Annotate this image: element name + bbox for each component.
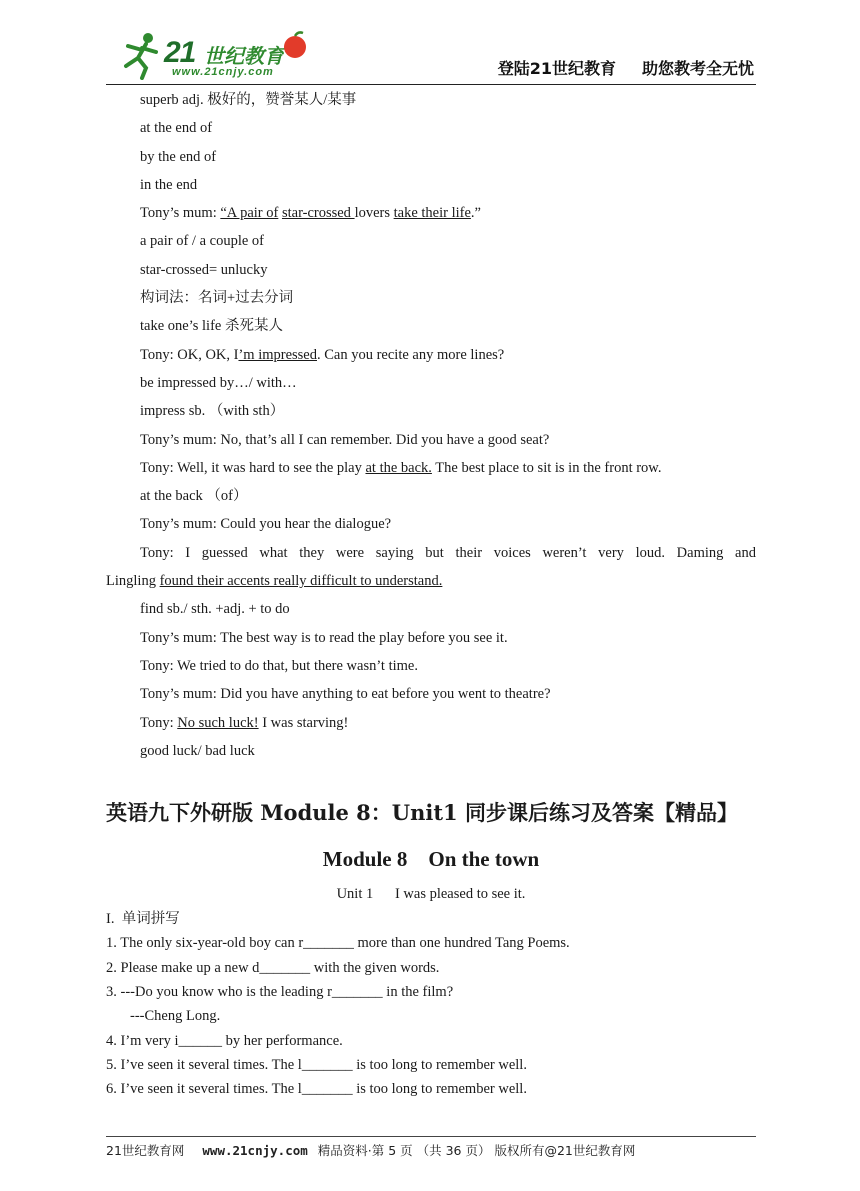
- logo-url: www.21cnjy.com: [172, 66, 274, 78]
- footer-url[interactable]: www.21cnjy.com: [202, 1143, 308, 1158]
- module-title: Module 8 On the town: [322, 847, 540, 872]
- dialogue-line: Tony’s mum: The best way is to read the play before you see it.: [140, 629, 508, 646]
- footer-info: 精品资料·第 5 页 （共 36 页） 版权所有@21世纪教育网: [317, 1143, 636, 1158]
- text-line: impress sb. （with sth）: [140, 403, 285, 420]
- exercise-question: 5. I’ve seen it several times. The l_______ is too long to remember well.: [106, 1056, 527, 1073]
- text-line: star-crossed= unlucky: [140, 261, 268, 278]
- underlined-phrase: star-crossed: [281, 205, 355, 222]
- text-line: find sb./ sth. +adj. + to do: [140, 601, 290, 618]
- text-span: Tony:: [140, 714, 178, 731]
- exercise-answer-line: ---Cheng Long.: [130, 1008, 221, 1025]
- runner-logo-icon: [112, 28, 172, 80]
- dialogue-line: [106, 341, 756, 369]
- document-body: [106, 86, 756, 1102]
- text-line: at the back （of）: [140, 488, 248, 505]
- text-span: .”: [470, 205, 481, 222]
- text-line: take one’s life 杀死某人: [140, 318, 283, 335]
- site-logo[interactable]: [112, 28, 312, 80]
- exercise-question: 6. I’ve seen it several times. The l_______ is too long to remember well.: [106, 1081, 527, 1098]
- text-span: . Can you recite any more lines?: [317, 346, 505, 363]
- text-span: Tony: OK, OK, I: [140, 346, 239, 363]
- exercise-question: 4. I’m very i______ by her performance.: [106, 1032, 343, 1049]
- section-title: 英语九下外研版 Module 8：Unit1 同步课后练习及答案【精品】: [106, 800, 738, 826]
- text-line: at the end of: [140, 120, 213, 137]
- footer-site: 21世纪教育网: [106, 1143, 185, 1158]
- text-span: The best place to sit is in the front row.: [431, 459, 662, 476]
- dialogue-line-continued: [106, 567, 756, 595]
- text-line: be impressed by…/ with…: [140, 374, 297, 391]
- exercise-heading: I. 单词拼写: [106, 911, 180, 928]
- text-span: Tony’s mum:: [140, 205, 221, 222]
- text-span: Lingling: [106, 573, 160, 590]
- slogan-right: 助您教考全无忧: [641, 59, 754, 78]
- underlined-phrase: No such luck!: [177, 714, 259, 731]
- logo-number: 21: [164, 36, 196, 69]
- exercise-question: 2. Please make up a new d_______ with the given words.: [106, 959, 440, 976]
- underlined-phrase: “A pair of: [220, 205, 279, 222]
- text-line: in the end: [140, 176, 198, 193]
- apple-icon: [280, 30, 310, 60]
- text-span: lovers: [354, 205, 394, 222]
- dialogue-line: Tony’s mum: Could you hear the dialogue?: [140, 516, 392, 533]
- text-line: by the end of: [140, 148, 217, 165]
- underlined-phrase: ’m impressed: [238, 346, 317, 363]
- text-span: I was starving!: [258, 714, 349, 731]
- header-slogan: [498, 56, 754, 79]
- text-line: a pair of / a couple of: [140, 233, 265, 250]
- page-header: [106, 28, 756, 85]
- dialogue-line: Tony: I guessed what they were saying but their voices weren’t very loud. Daming and: [140, 544, 756, 561]
- exercise-question: 3. ---Do you know who is the leading r_______ in the film?: [106, 984, 454, 1001]
- slogan-left: 登陆21世纪教育: [497, 59, 616, 78]
- dialogue-line: [106, 199, 756, 227]
- exercise-question: 1. The only six-year-old boy can r_______ more than one hundred Tang Poems.: [106, 935, 570, 952]
- dialogue-line: Tony’s mum: No, that’s all I can remember. Did you have a good seat?: [140, 431, 550, 448]
- unit-title: Unit 1 I was pleased to see it.: [336, 886, 526, 903]
- underlined-phrase: at the back.: [365, 459, 432, 476]
- text-line: superb adj. 极好的，赞誉某人/某事: [140, 92, 357, 108]
- logo-text: 世纪教育: [204, 44, 284, 68]
- page-footer: [106, 1136, 756, 1159]
- underlined-phrase: take their life: [393, 205, 471, 222]
- text-line: 构词法：名词+过去分词: [140, 290, 294, 307]
- dialogue-line: Tony’s mum: Did you have anything to eat before you went to theatre?: [140, 686, 551, 703]
- dialogue-line: [106, 454, 756, 482]
- dialogue-line: [106, 709, 756, 737]
- text-span: Tony: Well, it was hard to see the play: [140, 459, 366, 476]
- text-line: good luck/ bad luck: [140, 742, 255, 759]
- underlined-phrase: found their accents really difficult to understand.: [159, 573, 443, 590]
- dialogue-line: Tony: We tried to do that, but there wasn’t time.: [140, 657, 418, 674]
